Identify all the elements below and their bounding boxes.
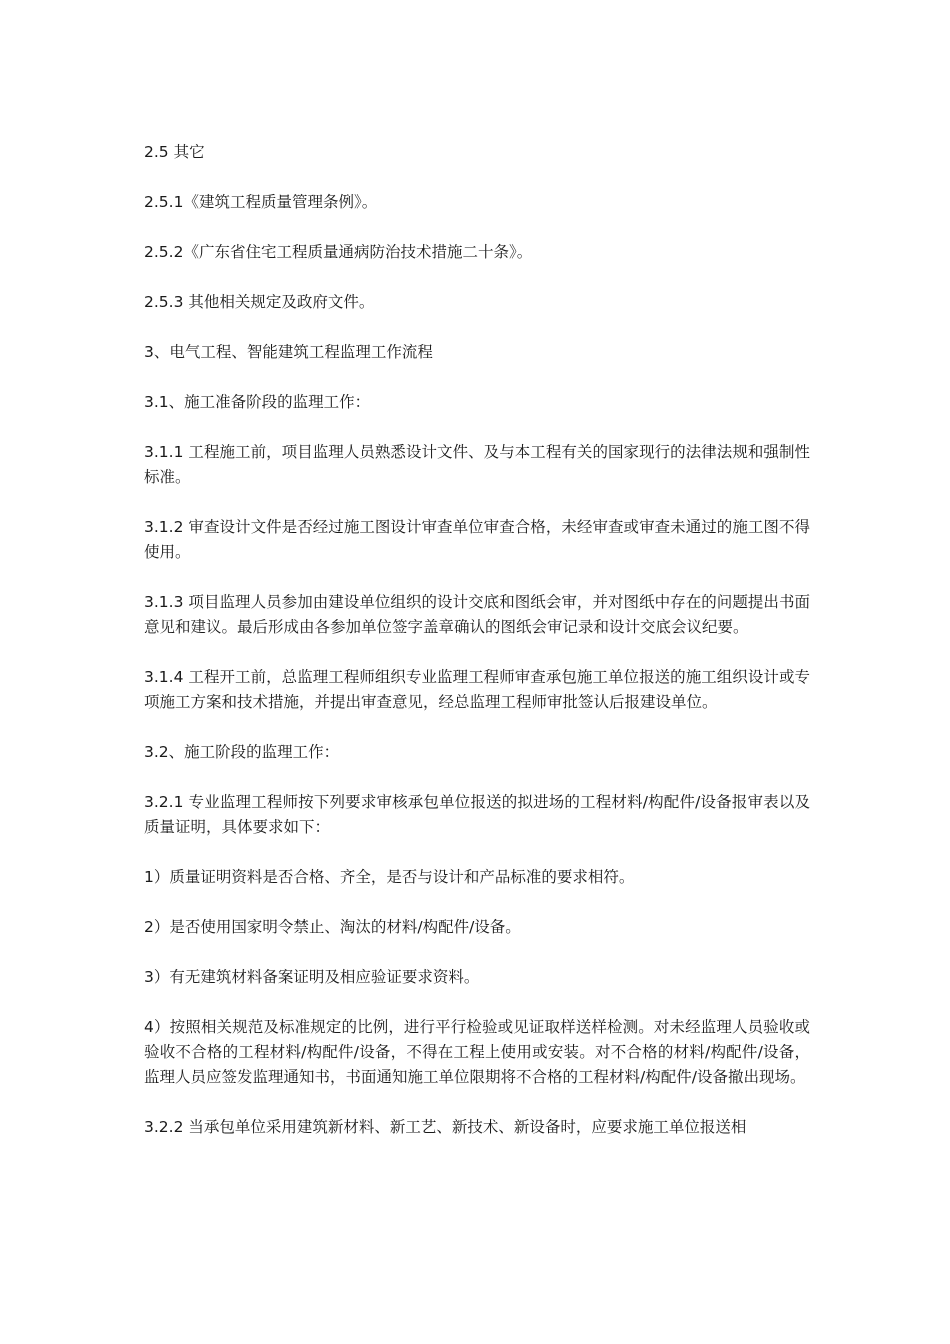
list-item-4: 4）按照相关规范及标准规定的比例，进行平行检验或见证取样送样检测。对未经监理人员验收或验收不合格的工程材料/构配件/设备，不得在工程上使用或安装。对不合格的材料/构配件/设备，监理人员应签发监理通知书，书面通知施工单位限期将不合格的工程材料/构配件/设备撤出现场。	[144, 1018, 810, 1086]
heading-3-2: 3.2、施工阶段的监理工作：	[144, 743, 340, 761]
list-item-1: 1）质量证明资料是否合格、齐全，是否与设计和产品标准的要求相符。	[144, 868, 635, 886]
item-3-2-2: 3.2.2 当承包单位采用建筑新材料、新工艺、新技术、新设备时，应要求施工单位报送相	[144, 1118, 747, 1136]
item-2-5-2: 2.5.2《广东省住宅工程质量通病防治技术措施二十条》。	[144, 243, 533, 261]
item-3-1-2: 3.1.2 审查设计文件是否经过施工图设计审查单位审查合格，未经审查或审查未通过的施工图不得使用。	[144, 518, 810, 561]
item-2-5-3: 2.5.3 其他相关规定及政府文件。	[144, 293, 375, 311]
list-item-3: 3）有无建筑材料备案证明及相应验证要求资料。	[144, 968, 480, 986]
item-3-1-1: 3.1.1 工程施工前，项目监理人员熟悉设计文件、及与本工程有关的国家现行的法律法规和强制性标准。	[144, 443, 810, 486]
heading-2-5: 2.5 其它	[144, 143, 205, 161]
document-body	[144, 140, 810, 1165]
item-3-1-3: 3.1.3 项目监理人员参加由建设单位组织的设计交底和图纸会审，并对图纸中存在的问题提出书面意见和建议。最后形成由各参加单位签字盖章确认的图纸会审记录和设计交底会议纪要。	[144, 593, 810, 636]
list-item-2: 2）是否使用国家明令禁止、淘汰的材料/构配件/设备。	[144, 918, 521, 936]
heading-section-3: 3、电气工程、智能建筑工程监理工作流程	[144, 343, 433, 361]
item-2-5-1: 2.5.1《建筑工程质量管理条例》。	[144, 193, 378, 211]
item-3-1-4: 3.1.4 工程开工前，总监理工程师组织专业监理工程师审查承包施工单位报送的施工组织设计或专项施工方案和技术措施，并提出审查意见，经总监理工程师审批签认后报建设单位。	[144, 668, 810, 711]
heading-3-1: 3.1、施工准备阶段的监理工作：	[144, 393, 371, 411]
item-3-2-1: 3.2.1 专业监理工程师按下列要求审核承包单位报送的拟进场的工程材料/构配件/设备报审表以及质量证明，具体要求如下：	[144, 793, 810, 836]
